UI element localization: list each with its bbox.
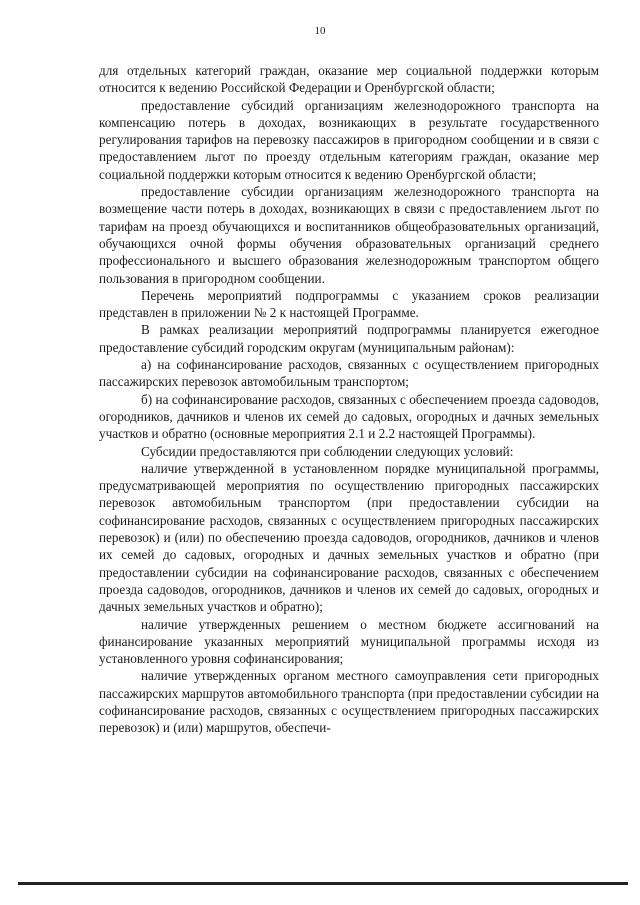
document-body <box>99 62 599 737</box>
paragraph-1: для отдельных категорий граждан, оказание мер социальной поддержки которым относится к ведению Российской Федерации и Оренбургской области; <box>99 63 599 96</box>
paragraph-8: Субсидии предоставляются при соблюдении следующих условий: <box>141 443 514 459</box>
paragraph-4: Перечень мероприятий подпрограммы с указанием сроков реализации представлен в приложении № 2 к настоящей Программе. <box>99 287 599 321</box>
paragraph-2: предоставление субсидий организациям железнодорожного транспорта на компенсацию потерь в доходах, возникающих в результате государственного регулирования тарифов на перевозку пассажиров в пригородном сообщении и в связи с предоставлением льгот по проезду отдельным категориям граждан, оказание мер социальной поддержки которым относится к ведению Оренбургской области; <box>99 97 599 182</box>
paragraph-5: В рамках реализации мероприятий подпрограммы планируется ежегодное предоставление субсидий городским округам (муниципальным районам): <box>99 322 599 355</box>
paragraph-9: наличие утвержденной в установленном порядке муниципальной программы, предусматривающей мероприятия по осуществлению пригородных пассажирских перевозок автомобильным транспортом (при предоставлении субсидии на софинансирование расходов, связанных с осуществлением пригородных пассажирских перевозок) и (или) по обеспечению проезда садоводов, огородников, дачников и членов их семей до садовых, огородных и дачных земельных участков и обратно (при предоставлении субсидии на софинансирование расходов, связанных с обеспечением проезда садоводов, огородников, дачников и членов их семей до садовых, огородных и дачных земельных участков и обратно); <box>99 460 599 615</box>
page-number: 10 <box>314 25 326 37</box>
paragraph-6: а) на софинансирование расходов, связанных с осуществлением пригородных пассажирских перевозок автомобильным транспортом; <box>99 357 599 390</box>
paragraph-11: наличие утвержденных органом местного самоуправления сети пригородных пассажирских маршрутов автомобильного транспорта (при предоставлении субсидии на софинансирование расходов, связанных с осуществлением пригородных пассажирских перевозок) и (или) маршрутов, обеспечи- <box>99 668 599 736</box>
paragraph-7: б) на софинансирование расходов, связанных с обеспечением проезда садоводов, огородников, дачников и членов их семей до садовых, огородных и дачных земельных участков и обратно (основные мероприятия 2.1 и 2.2 настоящей Программы). <box>99 391 599 442</box>
bottom-rule <box>18 882 628 885</box>
paragraph-10: наличие утвержденных решением о местном бюджете ассигнований на финансирование указанных мероприятий муниципальной программы исходя из установленного уровня софинансирования; <box>99 616 599 667</box>
paragraph-3: предоставление субсидии организациям железнодорожного транспорта на возмещение части потерь в доходах, возникающих в связи с предоставлением льгот по тарифам на проезд обучающихся и воспитанников общеобразовательных организаций, обучающихся очной формы обучения образовательных организаций среднего профессионального и высшего образования железнодорожным транспортом общего пользования в пригородном сообщении. <box>99 184 599 286</box>
